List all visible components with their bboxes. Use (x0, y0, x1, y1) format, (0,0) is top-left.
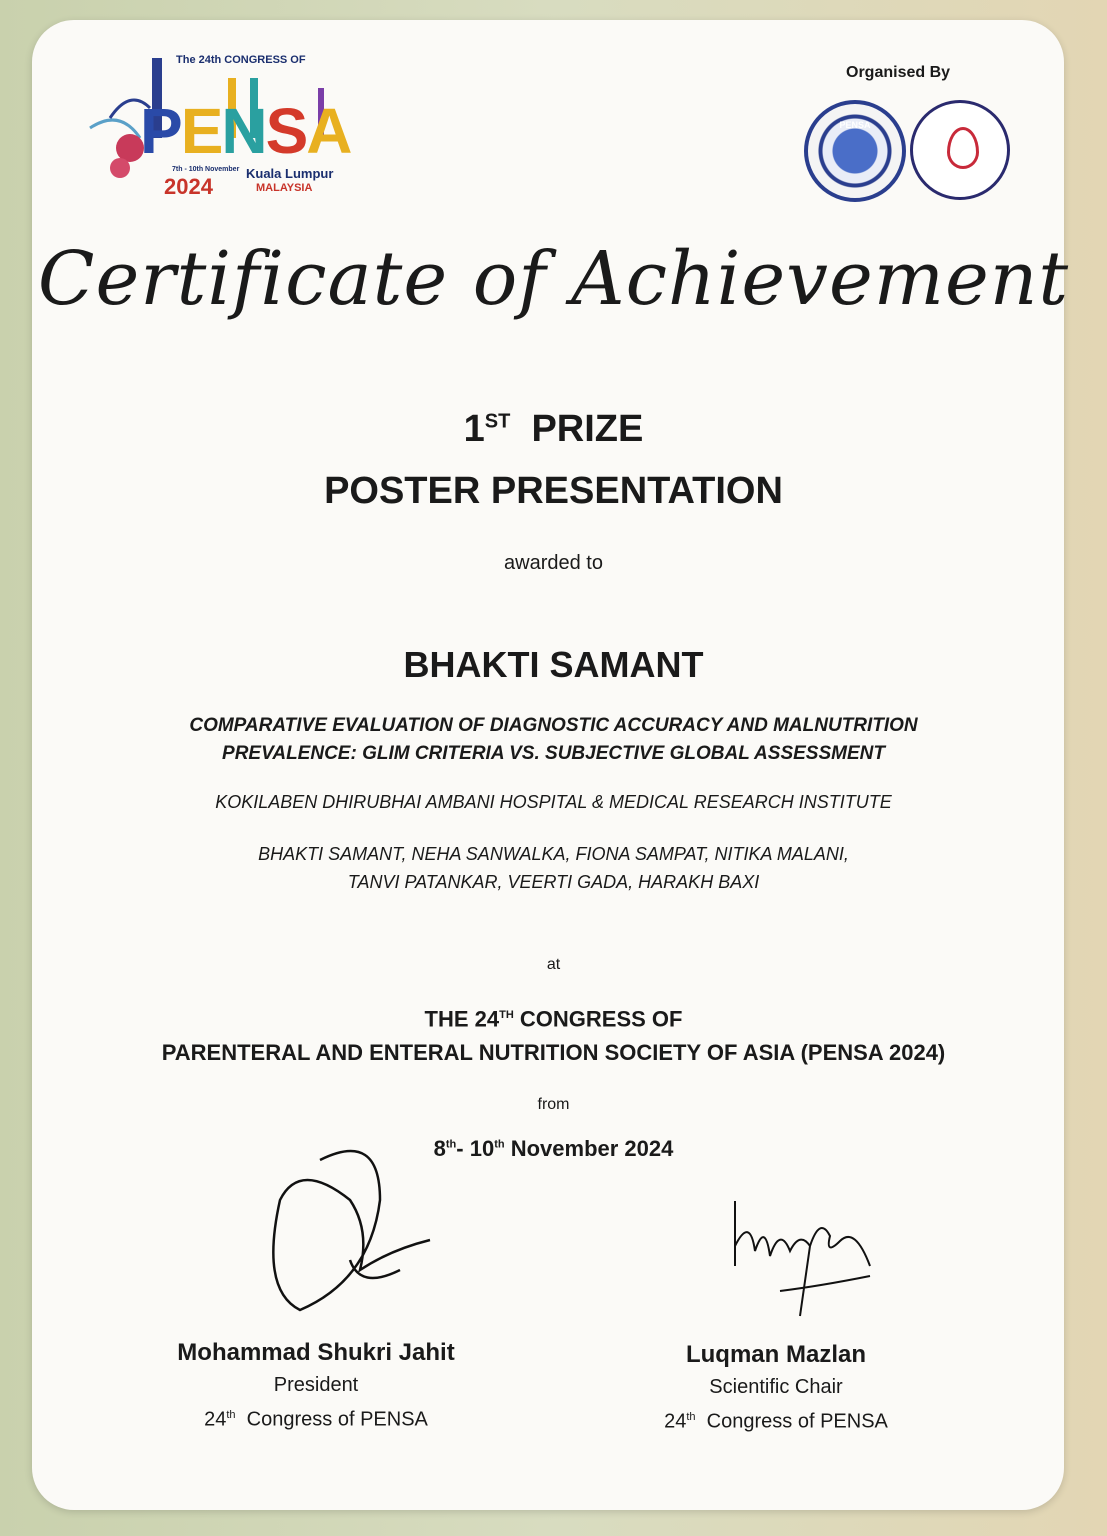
congress-line2: PARENTERAL AND ENTERAL NUTRITION SOCIETY OF ASIA (PENSA 2024) (161, 1040, 946, 1066)
signer-1-ord-sup: th (226, 1409, 236, 1421)
congress-sup: TH (499, 1009, 514, 1021)
date-start-sup: th (445, 1138, 457, 1151)
drop-icon (947, 127, 979, 169)
congress-pre: THE 24 (424, 1006, 500, 1032)
signer-2-ord: 24 (664, 1410, 687, 1433)
at-label: at (546, 956, 561, 973)
logo-country: MALAYSIA (256, 182, 313, 194)
congress-line1 (0, 998, 1107, 1036)
logo-wordmark: PENSA (140, 95, 351, 167)
congress-name (0, 998, 1107, 1070)
recipient-name: BHAKTI SAMANT (403, 644, 704, 685)
prize-label: PRIZE (531, 408, 644, 450)
award-category: POSTER PRESENTATION (324, 470, 783, 512)
date-rest: November 2024 (504, 1136, 674, 1161)
signer-1-ord: 24 (204, 1408, 227, 1431)
signer-2-role: Scientific Chair (709, 1376, 843, 1398)
pensm-seal (910, 100, 1010, 200)
authors-line2: TANVI PATANKAR, VEERTI GADA, HARAKH BAXI (347, 872, 760, 892)
signer-1-name: Mohammad Shukri Jahit (177, 1339, 455, 1366)
date-end-sup: th (494, 1138, 505, 1151)
awarded-to-label: awarded to (504, 552, 603, 574)
signer-1-role: President (273, 1374, 359, 1396)
poster-title-line2: PREVALENCE: GLIM CRITERIA VS. SUBJECTIVE GLOBAL ASSESSMENT (222, 743, 885, 764)
poster-title (0, 712, 1107, 768)
signer-1-org-text: Congress of PENSA (235, 1408, 428, 1431)
pensa-seal (804, 100, 906, 202)
institution: KOKILABEN DHIRUBHAI AMBANI HOSPITAL & MEDICAL RESEARCH INSTITUTE (215, 792, 892, 812)
pensa-2024-logo (80, 48, 370, 208)
prize-heading (0, 408, 1107, 451)
prize-suffix: ST (484, 410, 511, 433)
signer-1-org (116, 1400, 516, 1435)
poster-title-line1: COMPARATIVE EVALUATION OF DIAGNOSTIC ACCURACY AND MALNUTRITION (189, 715, 918, 736)
event-dates (0, 1136, 1107, 1162)
signature-1 (260, 1140, 440, 1330)
authors-line1: BHAKTI SAMANT, NEHA SANWALKA, FIONA SAMPAT, NITIKA MALANI, (258, 844, 849, 864)
logo-top-line: The 24th CONGRESS OF (176, 54, 306, 66)
prize-number: 1 (463, 408, 485, 450)
organised-by-label: Organised By (846, 64, 951, 81)
congress-post: CONGRESS OF (513, 1006, 683, 1032)
date-end: - 10 (456, 1136, 495, 1161)
certificate-title: Certificate of Achievement (37, 236, 1070, 322)
logo-city: Kuala Lumpur (246, 166, 334, 181)
signer-2-org (576, 1402, 976, 1437)
authors (0, 840, 1107, 896)
from-label: from (537, 1096, 570, 1113)
seal1-text: PENSA (839, 120, 871, 130)
date-start: 8 (433, 1136, 446, 1161)
logo-dates: 7th - 10th November (172, 166, 240, 173)
logo-year: 2024 (164, 174, 213, 199)
signer-1 (116, 1336, 516, 1435)
signer-2-ord-sup: th (686, 1411, 696, 1423)
signer-2 (576, 1338, 976, 1437)
signer-2-name: Luqman Mazlan (685, 1341, 866, 1368)
signature-2 (720, 1196, 890, 1326)
signer-2-org-text: Congress of PENSA (695, 1410, 888, 1433)
